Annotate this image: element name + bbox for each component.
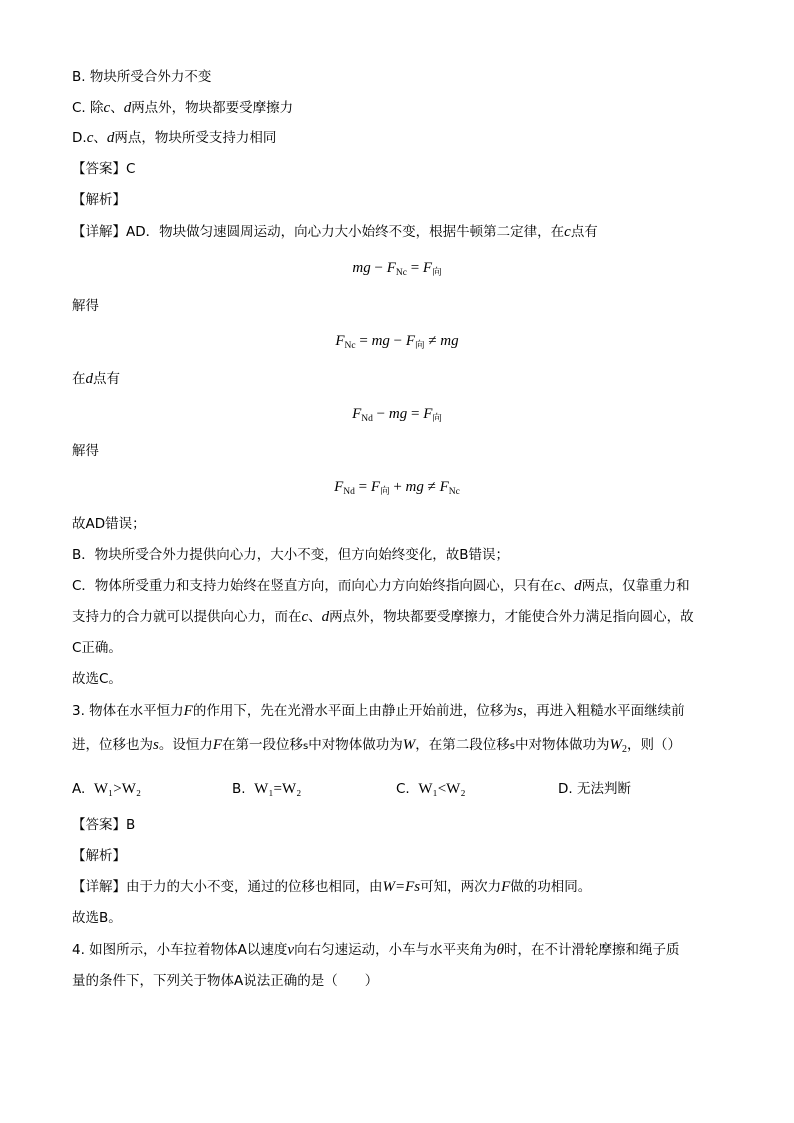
equation-3: $F_{Nd}$ − mg = $F_向$ [352, 406, 442, 424]
answer-label: 【答案】B [72, 817, 136, 833]
analysis-label: 【解析】 [72, 192, 126, 208]
at-d-label: 在d点有 [72, 371, 120, 387]
conclusion-ad: 故AD错误； [72, 516, 146, 532]
option-c: C. 除c、d两点外，物块都要受摩擦力 [72, 100, 294, 116]
equation-4: $F_{Nd} = F_向$ + mg ≠ $F_{Nc}$ [334, 479, 460, 497]
equation-1: mg − $F_{Nc} = F_向$ [352, 260, 442, 278]
detail-paragraph: 【详解】AD．物块做匀速圆周运动，向心力大小始终不变，根据牛顿第二定律，在c点有 [72, 224, 598, 240]
equation-2: $F_{Nc}$ = mg − $F_向$ ≠ mg [335, 333, 459, 351]
option-d: D. 无法判断 [558, 781, 631, 797]
option-c: C. W₁<W₂ [396, 781, 466, 797]
answer-label: 【答案】C [72, 161, 136, 177]
explain-c-line2: 支持力的合力就可以提供向心力，而在c、d两点外，物块都要受摩擦力，才能使合外力满足指向圆心，故 [72, 609, 694, 625]
question-3-line2: 进，位移也为s。设恒力F在第一段位移s中对物体做功为W，在第二段位移s中对物体做功为$W_2$，则（） [72, 737, 681, 755]
analysis-label: 【解析】 [72, 848, 126, 864]
solve-label: 解得 [72, 298, 99, 314]
choose-c: 故选C。 [72, 671, 122, 687]
option-d: D.c、d两点，物块所受支持力相同 [72, 130, 277, 146]
detail-paragraph: 【详解】由于力的大小不变，通过的位移也相同，由W=Fs可知，两次力F做的功相同。 [72, 879, 592, 895]
explain-b: B．物块所受合外力提供向心力，大小不变，但方向始终变化，故B错误； [72, 547, 510, 563]
question-4-line1: 4. 如图所示，小车拉着物体A以速度v向右匀速运动，小车与水平夹角为θ时，在不计滑轮摩擦和绳子质 [72, 942, 680, 958]
option-b: B. W₁=W₂ [232, 781, 302, 797]
choose-b: 故选B。 [72, 910, 122, 926]
explain-c-line3: C正确。 [72, 640, 122, 656]
solve-label: 解得 [72, 443, 99, 459]
explain-c-line1: C．物体所受重力和支持力始终在竖直方向，而向心力方向始终指向圆心，只有在c、d两点，仅靠重力和 [72, 578, 690, 594]
option-a: A. W₁>W₂ [72, 781, 142, 797]
question-4-line2: 量的条件下，下列关于物体A说法正确的是（ ） [72, 973, 379, 989]
option-b: B. 物块所受合外力不变 [72, 69, 212, 85]
question-3-line1: 3. 物体在水平恒力F的作用下，先在光滑水平面上由静止开始前进，位移为s，再进入粗糙水平面继续前 [72, 703, 685, 719]
